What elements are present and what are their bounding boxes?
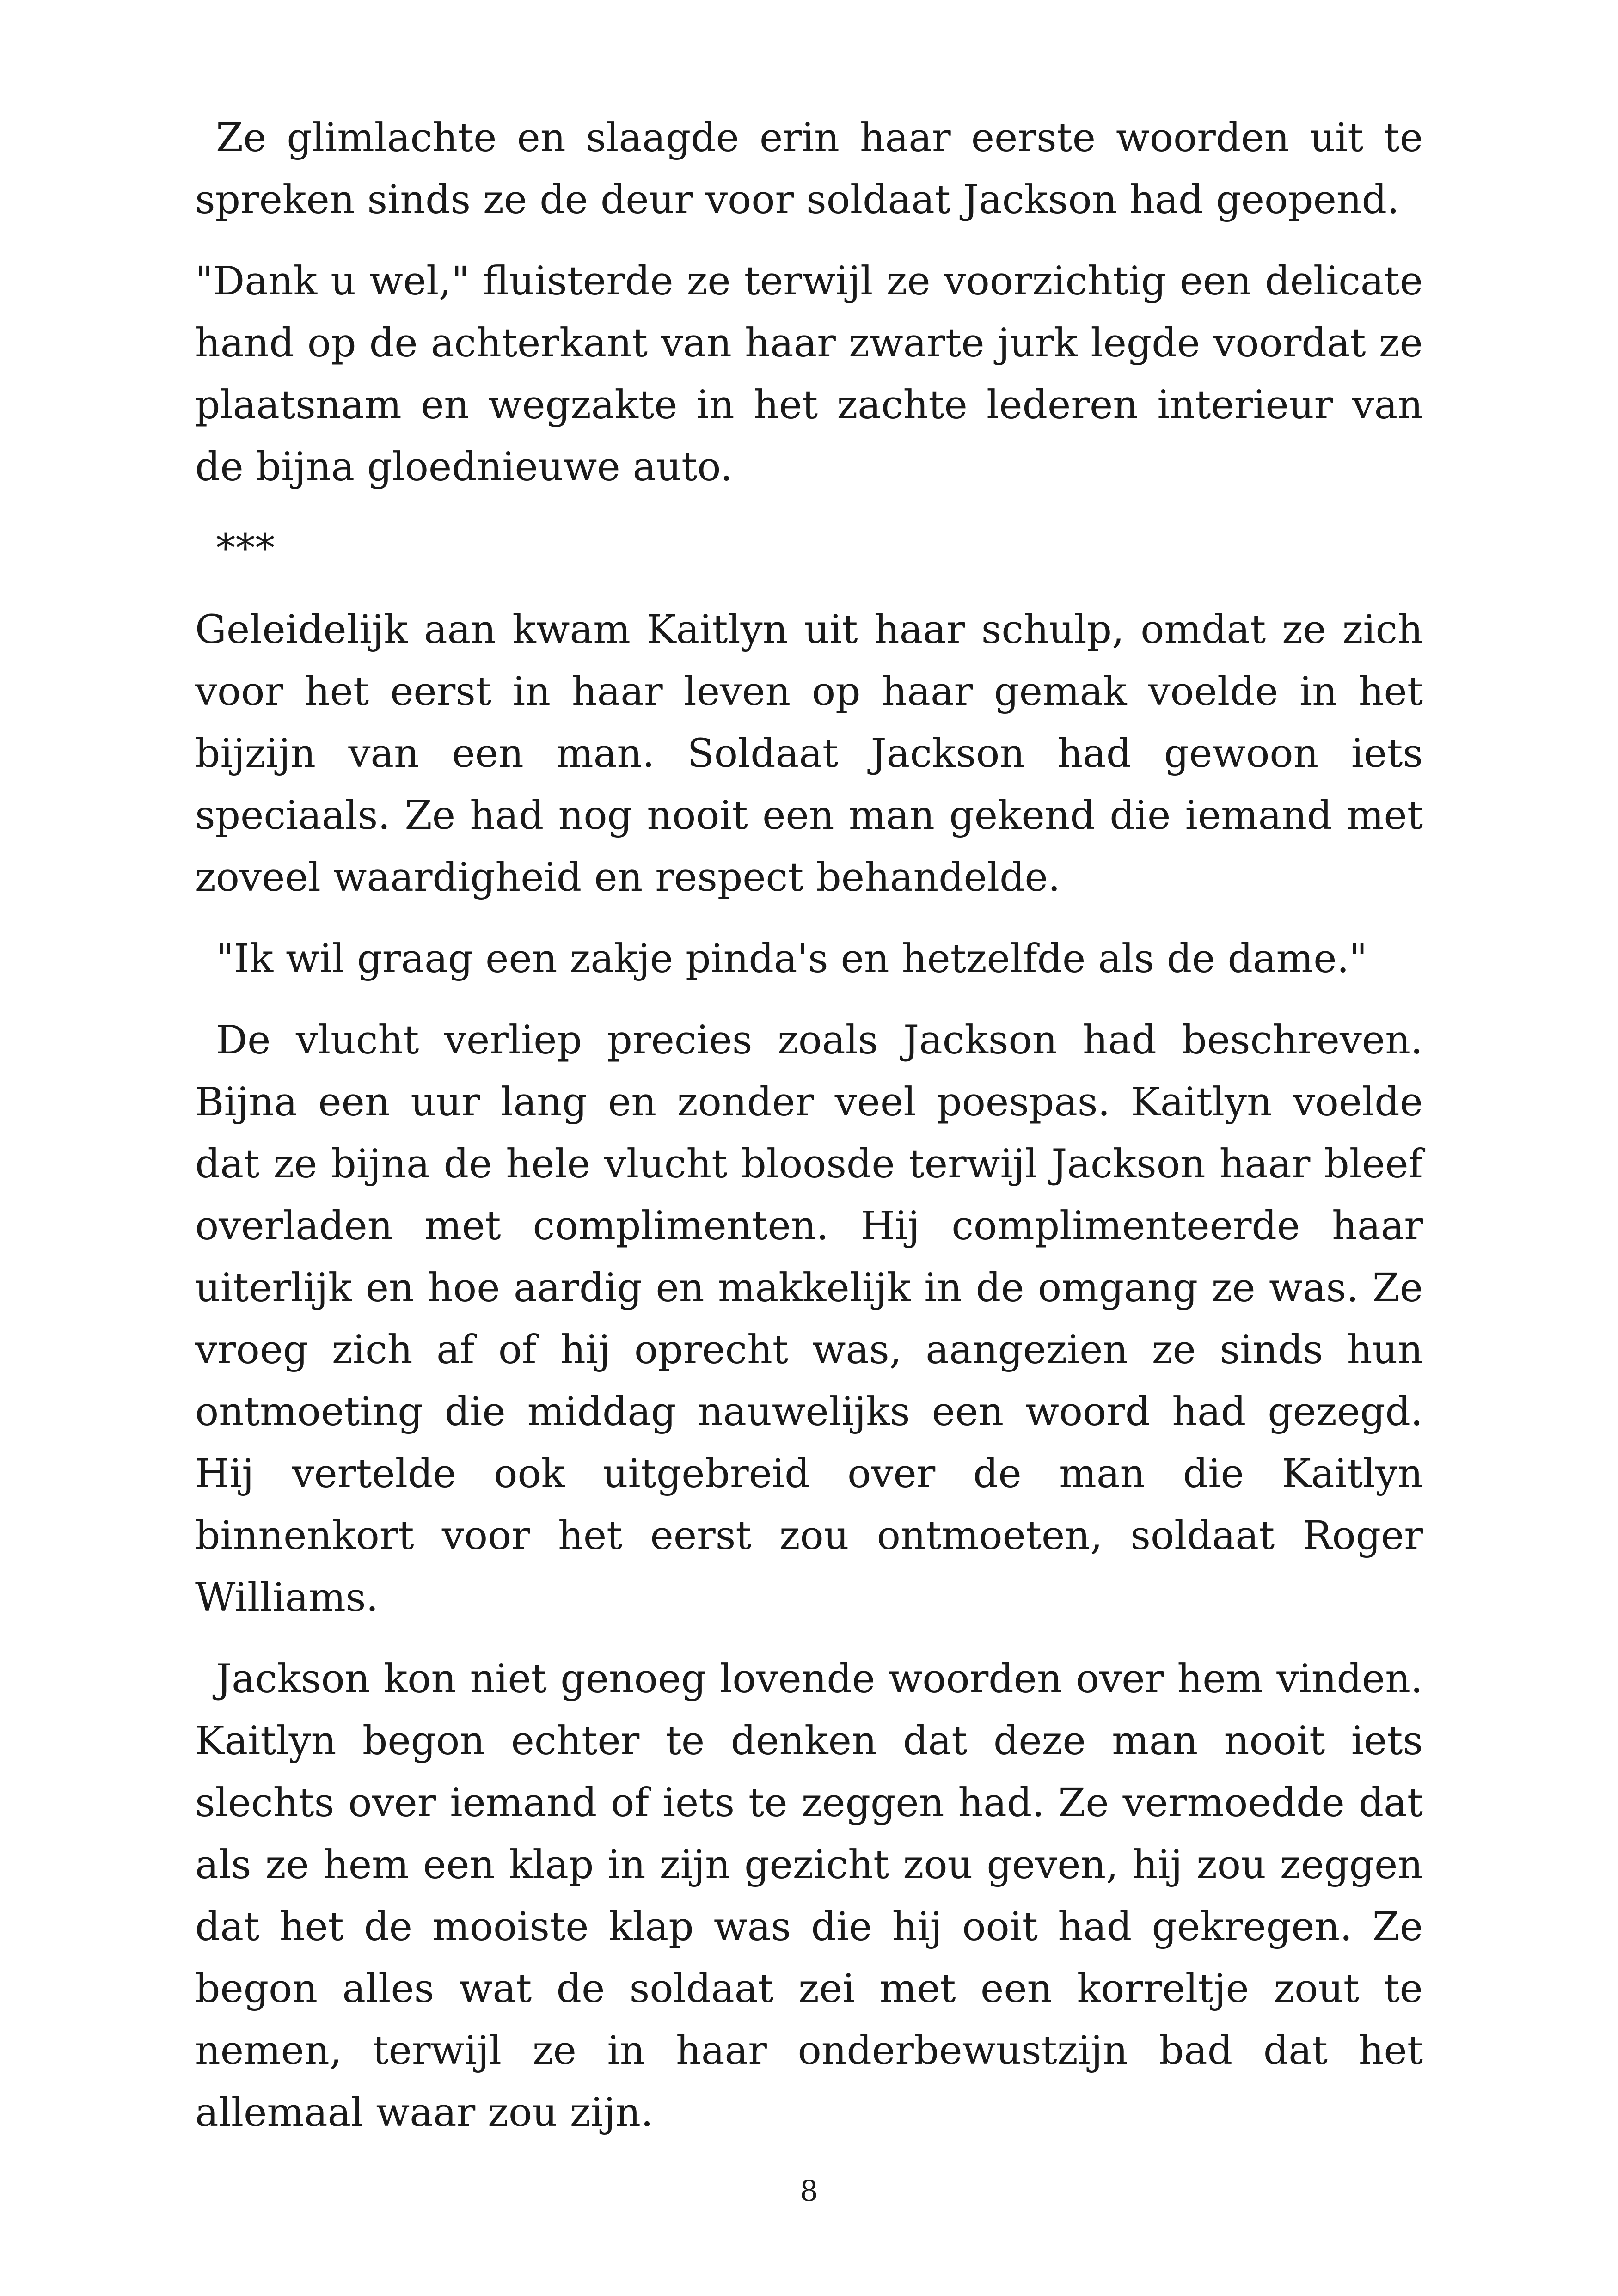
paragraph-5: De vlucht verliep precies zoals Jackson had beschreven. Bijna een uur lang en zonder veel poespas. Kaitlyn voelde dat ze bijna de hele vlucht bloosde terwijl Jackson haar bleef overladen met complimenten. Hij complimenteerde haar uiterlijk en hoe aardig en makkelijk in de omgang ze was. Ze vroeg zich af of hij oprecht was, aangezien ze sinds hun ontmoeting die middag nauwelijks een woord had gezegd. Hij vertelde ook uitgebreid over de man die Kaitlyn binnenkort voor het eerst zou ontmoeten, soldaat Roger Williams. bbox=[195, 1017, 1423, 1621]
paragraph-3: Geleidelijk aan kwam Kaitlyn uit haar schulp, omdat ze zich voor het eerst in haar leven op haar gemak voelde in het bijzijn van een man. Soldaat Jackson had gewoon iets speciaals. Ze had nog nooit een man gekend die iemand met zoveel waardigheid en respect behandelde. bbox=[195, 607, 1423, 900]
paragraph-2: "Dank u wel," fluisterde ze terwijl ze voorzichtig een delicate hand op de achterkant van haar zwarte jurk legde voordat ze plaatsnam en wegzakte in het zachte lederen interieur van de bijna gloednieuwe auto. bbox=[195, 258, 1423, 490]
scene-break: *** bbox=[216, 526, 275, 571]
body-text bbox=[195, 107, 1423, 2163]
page-number: 8 bbox=[800, 2174, 818, 2208]
paragraph-1: Ze glimlachte en slaagde erin haar eerste woorden uit te spreken sinds ze de deur voor soldaat Jackson had geopend. bbox=[195, 115, 1423, 223]
paragraph-4: "Ik wil graag een zakje pinda's en hetzelfde als de dame." bbox=[216, 936, 1367, 982]
paragraph-6: Jackson kon niet genoeg lovende woorden over hem vinden. Kaitlyn begon echter te denken dat deze man nooit iets slechts over iemand of iets te zeggen had. Ze vermoedde dat als ze hem een klap in zijn gezicht zou geven, hij zou zeggen dat het de mooiste klap was die hij ooit had gekregen. Ze begon alles wat de soldaat zei met een korreltje zout te nemen, terwijl ze in haar onderbewustzijn bad dat het allemaal waar zou zijn. bbox=[195, 1656, 1423, 2136]
